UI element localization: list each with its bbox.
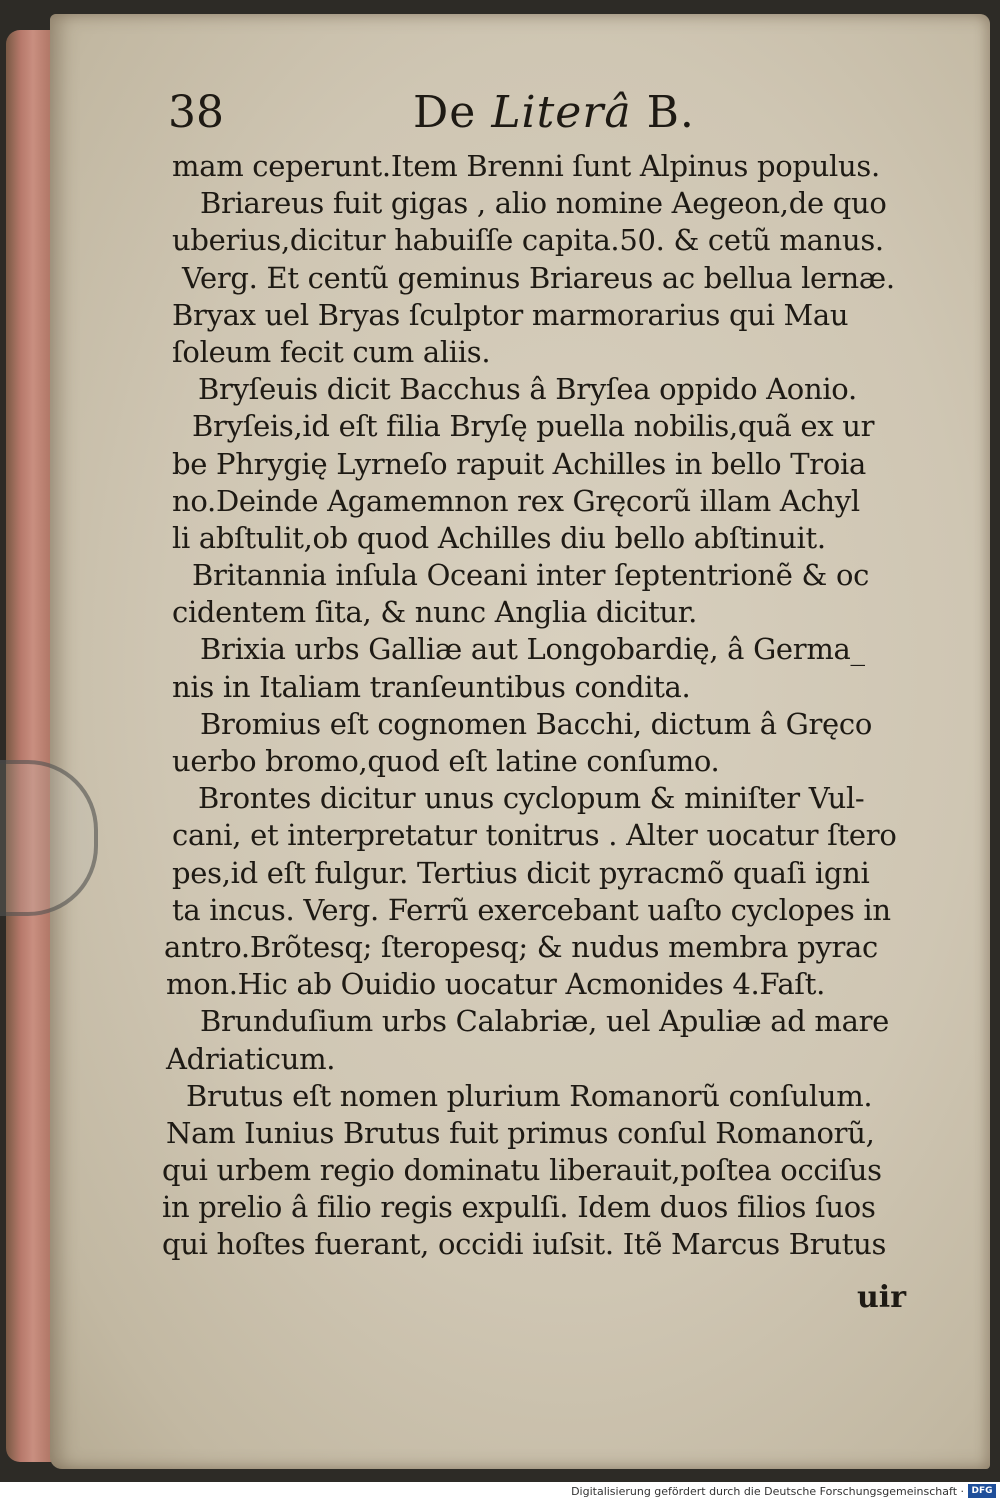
text-line: no.Deinde Agamemnon rex Gręcorũ illam Achyl — [172, 483, 860, 518]
page-number: 38 — [168, 87, 224, 138]
catchword: uir — [856, 1280, 906, 1315]
text-line: nis in Italiam tranſeuntibus condita. — [172, 669, 691, 704]
text-line: Brontes dicitur unus cyclopum & miniſter Vul- — [198, 781, 865, 816]
text-line: Bryſeuis dicit Bacchus â Bryſea oppido Aonio. — [198, 372, 857, 407]
text-line: be Phrygię Lyrneſo rapuit Achilles in bello Troia — [172, 446, 866, 481]
text-line: Brixia urbs Galliæ aut Longobardię, â Germa_ — [200, 632, 865, 667]
text-line: mam ceperunt.Item Brenni ſunt Alpinus populus. — [172, 149, 880, 183]
text-block — [158, 78, 918, 1264]
text-line: cani, et interpretatur tonitrus . Alter uocatur ſtero — [172, 818, 897, 853]
text-line: Bryſeis,id eſt filia Bryſę puella nobilis,quã ex ur — [192, 409, 875, 444]
text-line: uerbo bromo,quod eſt latine conſumo. — [172, 744, 720, 778]
text-line: mon.Hic ab Ouidio uocatur Acmonides 4.Faſt. — [166, 967, 826, 1002]
text-line: Nam Iunius Brutus fuit primus conſul Romanorũ, — [166, 1115, 875, 1150]
text-line: Brunduſium urbs Calabriæ, uel Apuliæ ad mare — [200, 1004, 890, 1039]
running-title-suffix: B. — [631, 87, 695, 138]
running-title — [413, 78, 695, 148]
dfg-logo: DFG — [968, 1484, 996, 1498]
text-line: Verg. Et centũ geminus Briareus ac bellua lernæ. — [182, 260, 895, 295]
text-line: Bryax uel Bryas ſculptor marmorarius qui Mau — [172, 297, 849, 332]
text-line: uberius,dicitur habuiſſe capita.50. & cetũ manus. — [172, 223, 884, 258]
text-line: li abſtulit,ob quod Achilles diu bello abſtinuit. — [172, 520, 826, 555]
text-line: Briareus fuit gigas , alio nomine Aegeon,de quo — [200, 186, 887, 221]
running-head — [158, 78, 918, 148]
digitization-credit: Digitalisierung gefördert durch die Deutsche Forschungsgemeinschaft · — [571, 1485, 964, 1498]
text-line: antro.Brõtesq; ſteropesq; & nudus membra pyrac — [164, 929, 878, 964]
text-line: Adriaticum. — [166, 1041, 336, 1076]
text-line: ta incus. Verg. Ferrũ exercebant uaſto cyclopes in — [172, 892, 891, 927]
text-line: Britannia inſula Oceani inter ſeptentrionẽ & oc — [192, 558, 870, 593]
text-line: cidentem ſita, & nunc Anglia dicitur. — [172, 595, 698, 630]
text-line: qui hoſtes fuerant, occidi iuſsit. Itẽ Marcus Brutus — [162, 1227, 887, 1262]
text-line: Brutus eſt nomen plurium Romanorũ conſulum. — [186, 1078, 873, 1113]
text-line: qui urbem regio dominatu liberauit,poſtea occiſus — [162, 1153, 882, 1188]
running-title-prefix: De — [413, 87, 492, 138]
text-line: pes,id eſt fulgur. Tertius dicit pyracmõ quaſi igni — [172, 855, 870, 890]
text-line: ſoleum fecit cum aliis. — [172, 334, 491, 369]
text-line: Bromius eſt cognomen Bacchi, dictum â Gręco — [200, 706, 873, 741]
running-title-word: Literâ — [491, 87, 632, 138]
text-line: in prelio â filio regis expulſi. Idem duos filios ſuos — [162, 1190, 876, 1225]
